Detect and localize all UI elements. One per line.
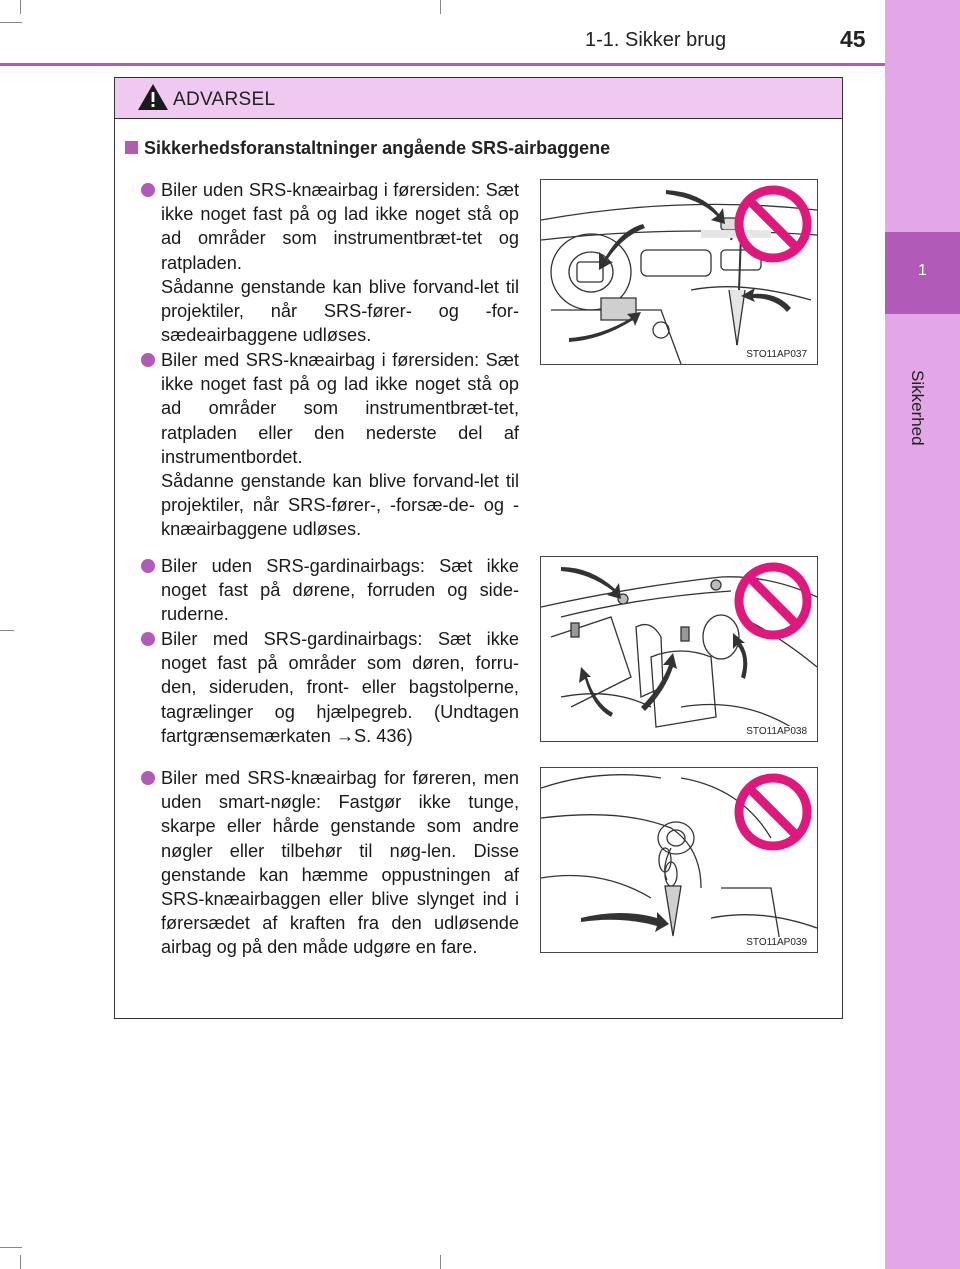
crop-mark [0, 1247, 22, 1248]
crop-mark [20, 1255, 21, 1269]
list-item: Biler med SRS-knæairbag for føreren, men uden smart-nøgle: Fastgør ikke tunge, skarpe eller hårde genstande som andre nøgler eller tilbehør til nøg-len. Disse genstande kan hæmme oppustningen af SRS-knæairbaggen eller blive slynget ind i førersædet af kraften fra den udløsende airbag og på den måde udgøre en fare. [141, 766, 519, 960]
chapter-name: Sikkerhed [908, 370, 927, 446]
header-rule [0, 63, 885, 66]
chapter-number: 1 [918, 262, 927, 279]
prohibited-icon [733, 561, 813, 641]
warning-header [115, 78, 842, 119]
crop-mark [0, 630, 14, 631]
figure-cabin [540, 556, 818, 742]
bullet-dot-icon [141, 559, 155, 573]
warning-triangle-icon [137, 82, 169, 112]
prohibited-icon [733, 184, 813, 264]
crop-mark [20, 0, 21, 14]
crop-mark [440, 1255, 441, 1269]
crop-mark [0, 22, 22, 23]
list-item: Biler uden SRS-knæairbag i førersiden: Sæt ikke noget fast på og lad ikke noget stå op ad områder som instrumentbræt-tet og ratpladen. Sådanne genstande kan blive forvand-let til projektiler, når SRS-fører- og -for-sædeairbaggene udløses. [141, 178, 519, 347]
section-heading: Sikkerhedsforanstaltninger angående SRS-airbaggene [125, 138, 610, 159]
prohibited-icon [733, 772, 813, 852]
bullet-dot-icon [141, 353, 155, 367]
figure-code: STO11AP038 [746, 726, 807, 737]
list-item: Biler uden SRS-gardinairbags: Sæt ikke noget fast på dørene, forruden og side-ruderne. [141, 554, 519, 627]
list-item: Biler med SRS-gardinairbags: Sæt ikke noget fast på områder som døren, forru-den, sideruden, front- eller bagstolperne, tagrælinger og hjælpegreb. (Undtagen fartgrænsemærkaten →S. 436) [141, 627, 519, 748]
figure-key [540, 767, 818, 953]
section-title: 1-1. Sikker brug [585, 29, 727, 51]
bullet-dot-icon [141, 771, 155, 785]
figure-code: STO11AP039 [746, 937, 807, 948]
chapter-sidebar [885, 0, 960, 1269]
warning-box [114, 77, 843, 1019]
figure-dashboard [540, 179, 818, 365]
bullet-dot-icon [141, 183, 155, 197]
crop-mark [440, 0, 441, 14]
figure-code: STO11AP037 [746, 349, 807, 360]
list-item: Biler med SRS-knæairbag i førersiden: Sæt ikke noget fast på og lad ikke noget stå op ad områder som instrumentbræt-tet, ratpladen eller den nederste del af instrumentbordet. Sådanne genstande kan blive forvand-let til projektiler, når SRS-fører-, -forsæ-de- og -knæairbaggene udløses. [141, 348, 519, 542]
bullet-dot-icon [141, 632, 155, 646]
square-bullet-icon [125, 141, 138, 154]
warning-label: ADVARSEL [173, 89, 276, 110]
page-number: 45 [840, 26, 866, 52]
